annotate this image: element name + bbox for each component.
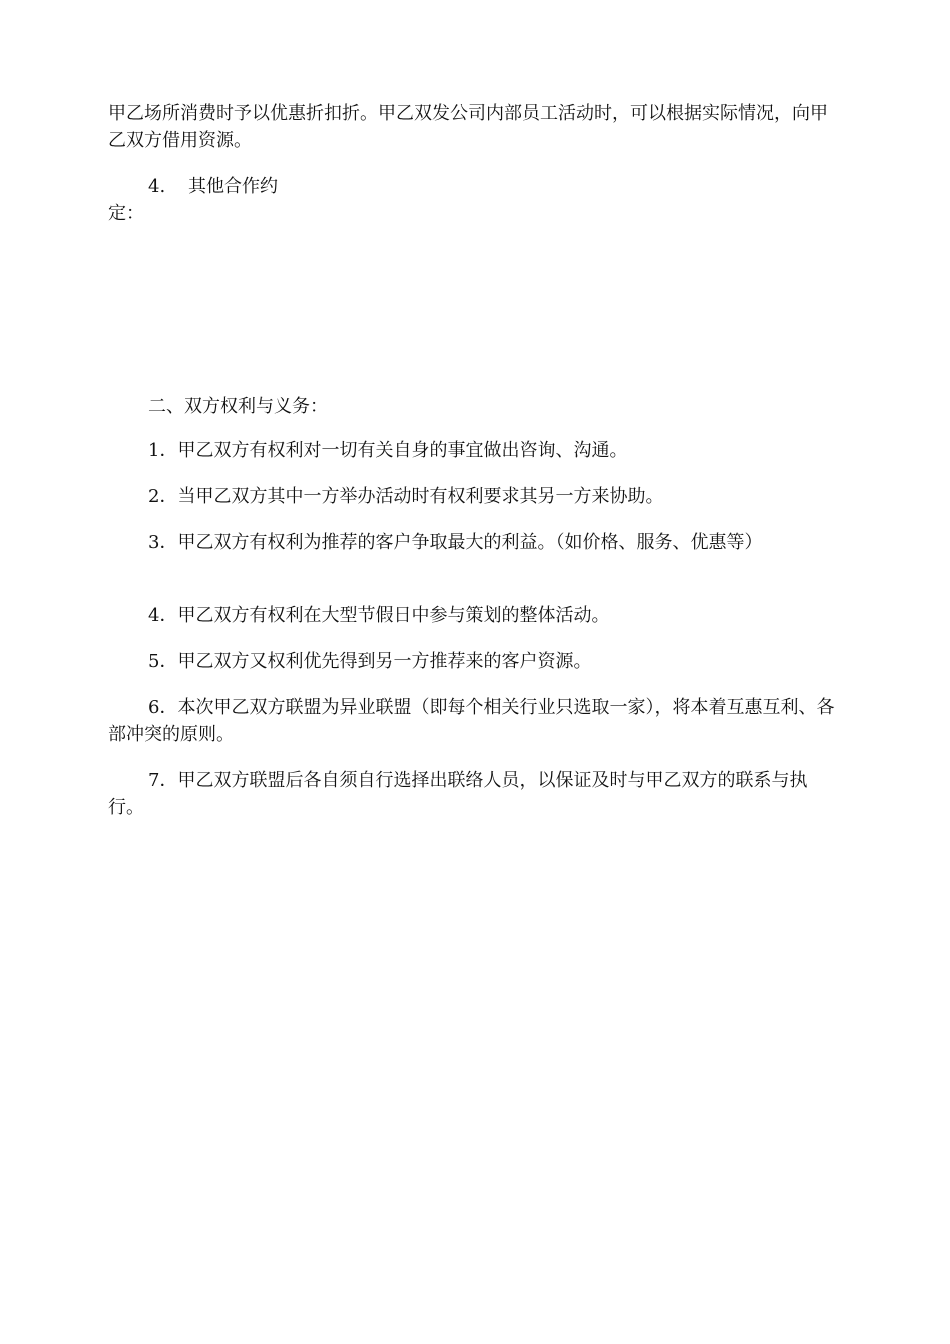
section2-item-5: 5．甲乙双方又权利优先得到另一方推荐来的客户资源。 bbox=[148, 651, 592, 672]
section2-item-3: 3．甲乙双方有权利为推荐的客户争取最大的利益。（如价格、服务、优惠等） bbox=[148, 532, 763, 553]
item4-number: 4. bbox=[148, 176, 166, 197]
section2-item-6: 6．本次甲乙双方联盟为异业联盟（即每个相关行业只选取一家），将本着互惠互利、各部冲突的原则。 bbox=[108, 697, 835, 745]
section2-item-2: 2．当甲乙双方其中一方举办活动时有权利要求其另一方来协助。 bbox=[148, 486, 664, 507]
item4-label-tail: 定： bbox=[108, 203, 144, 224]
section2-item-1: 1．甲乙双方有权利对一切有关自身的事宜做出咨询、沟通。 bbox=[148, 440, 628, 461]
item4-label: 其他合作约 bbox=[188, 176, 278, 197]
section2-item-7: 7．甲乙双方联盟后各自须自行选择出联络人员，以保证及时与甲乙双方的联系与执行。 bbox=[108, 770, 808, 818]
section2-item-4: 4．甲乙双方有权利在大型节假日中参与策划的整体活动。 bbox=[148, 605, 610, 626]
section2-heading: 二、双方权利与义务： bbox=[148, 396, 328, 417]
continuation-paragraph: 甲乙场所消费时予以优惠折扣折。甲乙双发公司内部员工活动时，可以根据实际情况，向甲乙双方借用资源。 bbox=[108, 103, 828, 151]
